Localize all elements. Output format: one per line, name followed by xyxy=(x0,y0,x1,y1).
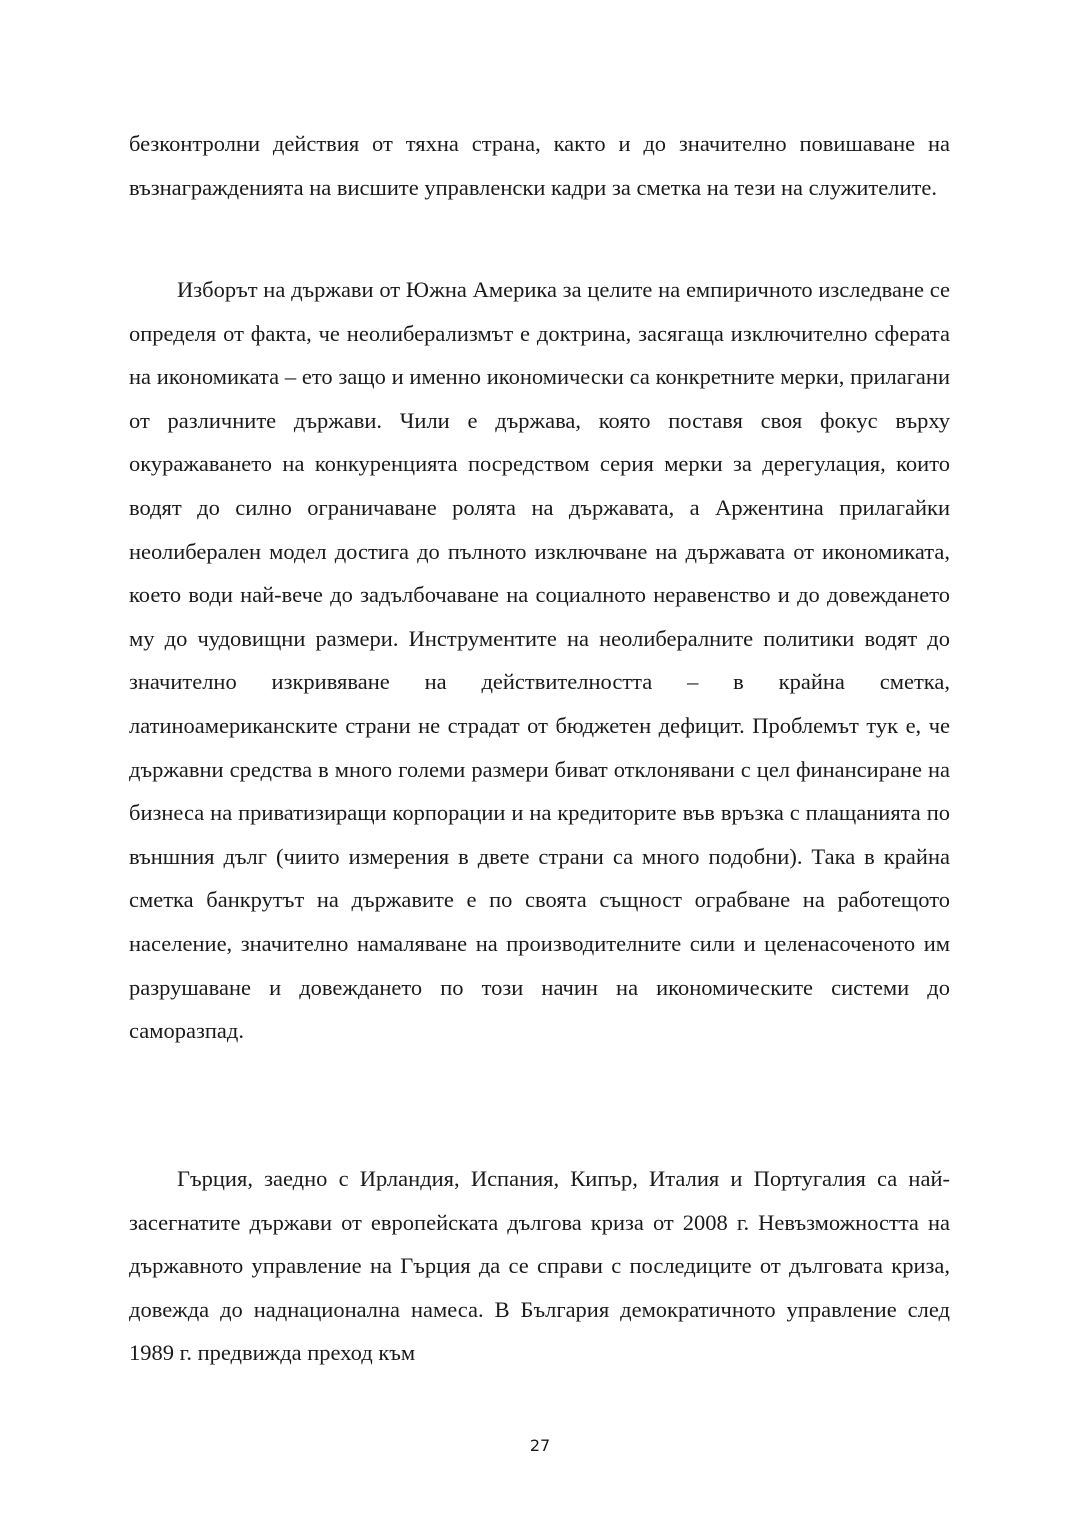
paragraph-south-america: Изборът на държави от Южна Америка за целите на емпиричното изследване се определя от факта, че неолиберализмът е доктрина, засягаща изключително сферата на икономиката – ето защо и именно икономически са конкретните мерки, прилагани от различните държави. Чили е държава, която поставя своя фокус върху окуражаването на конкуренцията посредством серия мерки за дерегулация, които водят до силно ограничаване ролята на държавата, а Аржентина прилагайки неолиберален модел достига до пълното изключване на държавата от икономиката, което води най-вече до задълбочаване на социалното неравенство и до довеждането му до чудовищни размери. Инструментите на неолибералните политики водят до значително изкривяване на действителността – в крайна сметка, латиноамериканските страни не страдат от бюджетен дефицит. Проблемът тук е, че държавни средства в много големи размери биват отклонявани с цел финансиране на бизнеса на приватизиращи корпорации и на кредиторите във връзка с плащанията по външния дълг (чиито измерения в двете страни са много подобни). Така в крайна сметка банкрутът на държавите е по своята същност ограбване на работещото население, значително намаляване на производителните сили и целенасоченото им разрушаване и довеждането по този начин на икономическите системи до саморазпад. xyxy=(129,277,950,1044)
page-number: 27 xyxy=(529,1436,551,1455)
paragraph-greece: Гърция, заедно с Ирландия, Испания, Кипър, Италия и Португалия са най-засегнатите държави от европейската дългова криза от 2008 г. Невъзможността на държавното управление на Гърция да се справи с последиците от дълговата криза, довежда до наднационална намеса. В България демократичното управление след 1989 г. предвижда преход към xyxy=(129,1166,950,1366)
paragraph-continuation: безконтролни действия от тяхна страна, както и до значително повишаване на възнагражденията на висшите управленски кадри за сметка на тези на служителите. xyxy=(129,131,950,200)
